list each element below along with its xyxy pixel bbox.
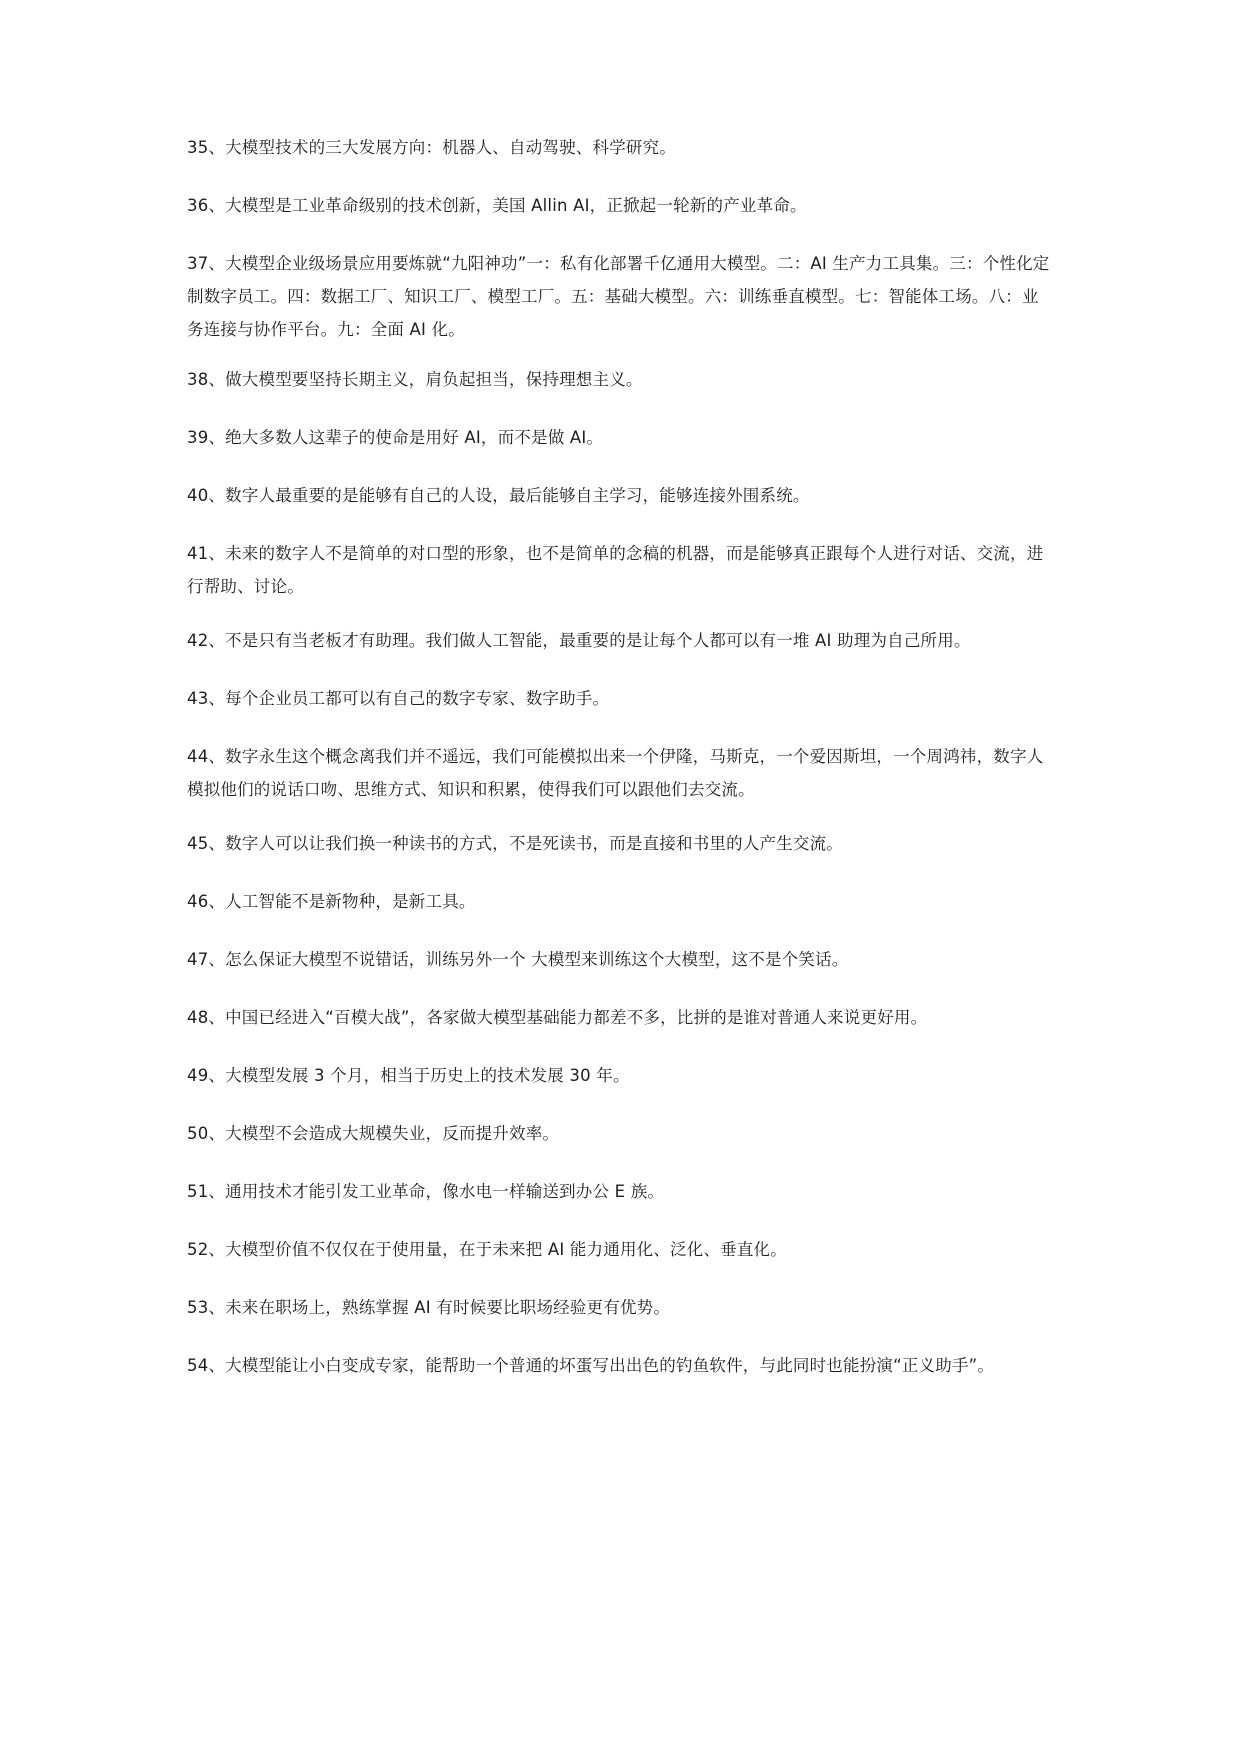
paragraph-42: 42、不是只有当老板才有助理。我们做人工智能，最重要的是让每个人都可以有一堆 AI 助理为自己所用。: [187, 631, 971, 650]
paragraph-54: 54、大模型能让小白变成专家，能帮助一个普通的坏蛋写出出色的钓鱼软件，与此同时也能扮演“正义助手”。: [187, 1356, 995, 1375]
paragraph-43: 43、每个企业员工都可以有自己的数字专家、数字助手。: [187, 689, 610, 708]
paragraph-38: 38、做大模型要坚持长期主义，肩负起担当，保持理想主义。: [187, 370, 643, 389]
paragraph-47: 47、怎么保证大模型不说错话，训练另外一个 大模型来训练这个大模型，这不是个笑话。: [187, 950, 849, 969]
paragraph-36: 36、大模型是工业革命级别的技术创新，美国 Allin AI，正掀起一轮新的产业革命。: [187, 196, 807, 215]
paragraph-44: 44、数字永生这个概念离我们并不遥远，我们可能模拟出来一个伊隆，马斯克，一个爱因斯坦，一个周鸿祎，数字人模拟他们的说话口吻、思维方式、知识和积累，使得我们可以跟他们去交流。: [187, 747, 1044, 799]
paragraph-46: 46、人工智能不是新物种，是新工具。: [187, 892, 476, 911]
paragraph-48: 48、中国已经进入“百模大战”，各家做大模型基础能力都差不多，比拼的是谁对普通人来说更好用。: [187, 1008, 928, 1027]
paragraph-50: 50、大模型不会造成大规模失业，反而提升效率。: [187, 1124, 560, 1143]
paragraph-51: 51、通用技术才能引发工业革命，像水电一样输送到办公 E 族。: [187, 1182, 665, 1201]
paragraph-39: 39、绝大多数人这辈子的使命是用好 AI，而不是做 AI。: [187, 428, 604, 447]
paragraph-37: 37、大模型企业级场景应用要炼就“九阳神功”一：私有化部署千亿通用大模型。二：AI 生产力工具集。三：个性化定制数字员工。四：数据工厂、知识工厂、模型工厂。五：基础大模型。六：训练垂直模型。七：智能体工场。八：业务连接与协作平台。九：全面 AI 化。: [187, 254, 1050, 339]
paragraph-53: 53、未来在职场上，熟练掌握 AI 有时候要比职场经验更有优势。: [187, 1298, 671, 1317]
paragraph-40: 40、数字人最重要的是能够有自己的人设，最后能够自主学习，能够连接外围系统。: [187, 486, 810, 505]
paragraph-52: 52、大模型价值不仅仅在于使用量，在于未来把 AI 能力通用化、泛化、垂直化。: [187, 1240, 787, 1259]
paragraph-35: 35、大模型技术的三大发展方向：机器人、自动驾驶、科学研究。: [187, 138, 676, 157]
paragraph-41: 41、未来的数字人不是简单的对口型的形象，也不是简单的念稿的机器，而是能够真正跟每个人进行对话、交流，进行帮助、讨论。: [187, 544, 1044, 596]
paragraph-45: 45、数字人可以让我们换一种读书的方式，不是死读书，而是直接和书里的人产生交流。: [187, 834, 843, 853]
paragraph-49: 49、大模型发展 3 个月，相当于历史上的技术发展 30 年。: [187, 1066, 630, 1085]
